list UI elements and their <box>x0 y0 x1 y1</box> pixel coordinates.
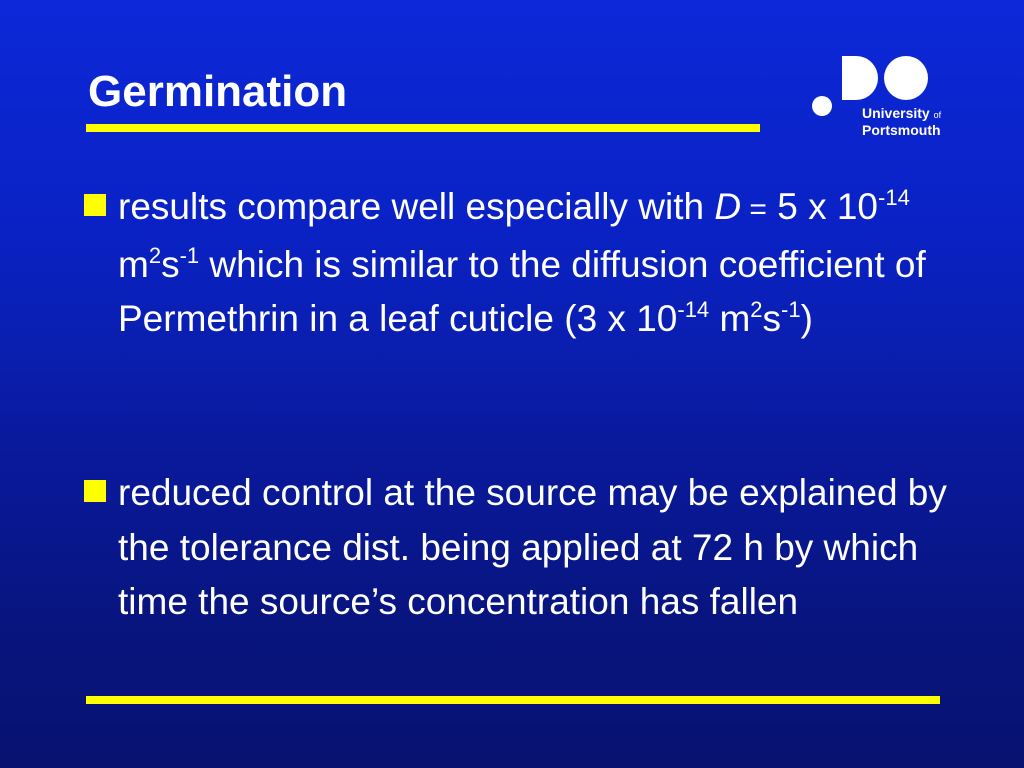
bullet-1 <box>84 180 964 347</box>
title-underline <box>86 124 760 132</box>
university-logo <box>806 48 956 140</box>
logo-portsmouth: Portsmouth <box>862 122 941 138</box>
bullet-square-icon <box>84 480 106 502</box>
bullet-square-icon <box>84 194 106 216</box>
bullet-1-text: results compare well especially with D = 5 x $10^{-14}$ $m^2s^{-1}$ which is similar to the diffusion coefficient of Permethrin in a leaf cuticle (3 x $10^{-14}$ $m^2s^{-1}$) <box>118 185 926 339</box>
logo-text <box>862 106 941 138</box>
logo-university: University <box>862 105 930 121</box>
bullet-2 <box>84 466 964 630</box>
slide-title: Germination <box>88 67 348 116</box>
logo-of: of <box>933 110 942 120</box>
bullet-2-text: reduced control at the source may be explained by the tolerance dist. being applied at 72 h by which time the source’s concentration has fallen <box>118 472 947 622</box>
bottom-rule <box>86 696 940 704</box>
